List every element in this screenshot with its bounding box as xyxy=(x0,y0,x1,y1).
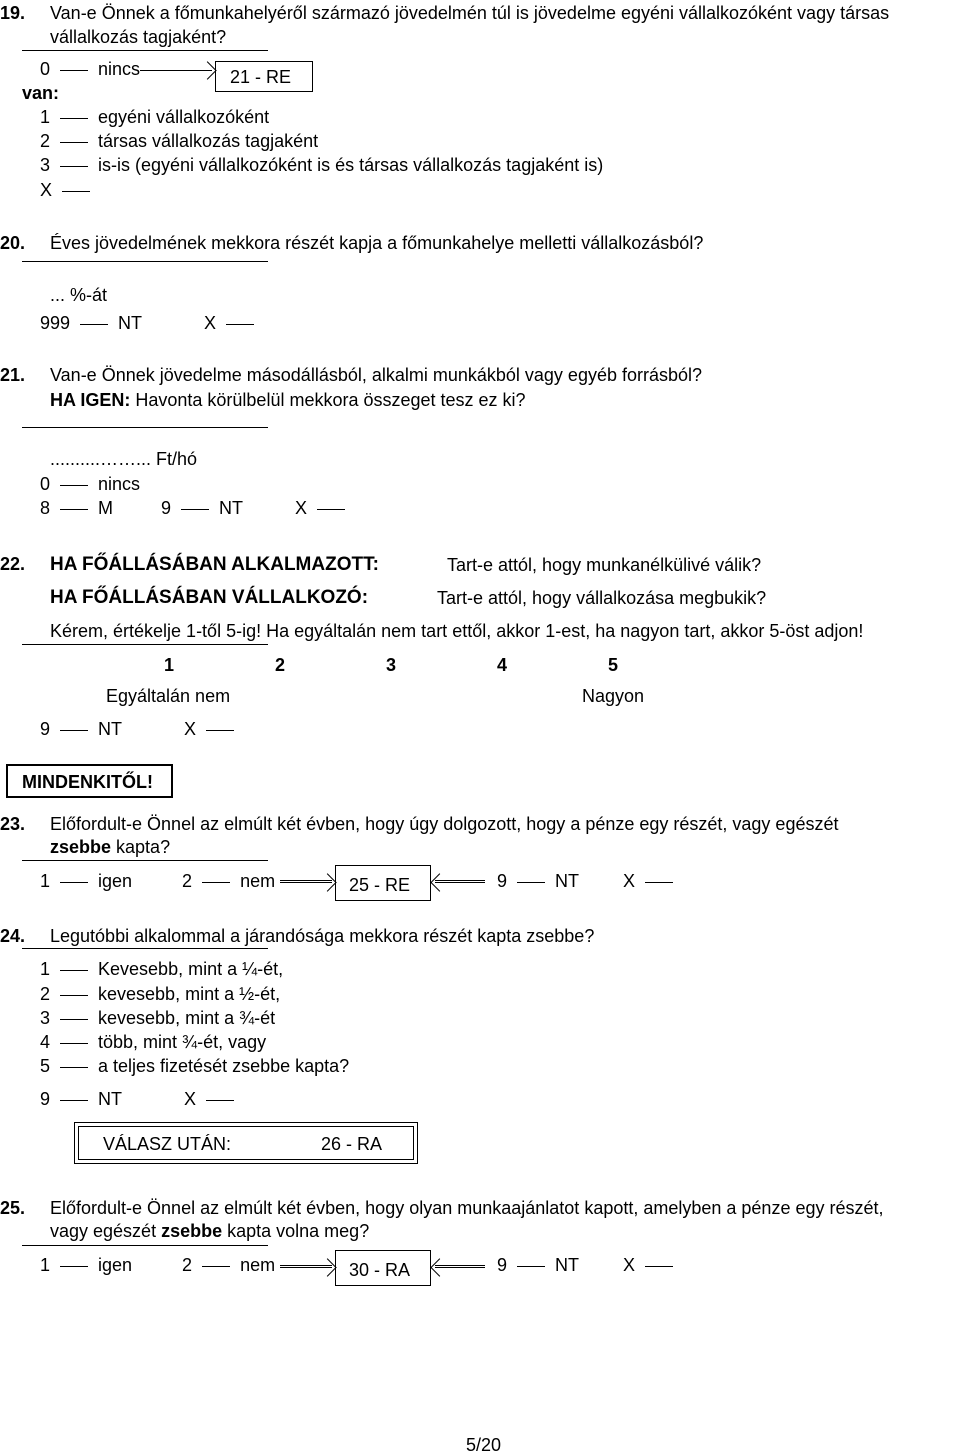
q25-question-line2: vagy egészét zsebbe kapta volna meg? xyxy=(50,1221,370,1241)
divider xyxy=(22,1245,268,1246)
skip-arrow-icon xyxy=(140,70,212,71)
q22-scale-high-label: Nagyon xyxy=(582,686,645,706)
skip-arrow-back-icon xyxy=(435,1265,485,1268)
q21-codes: 8 M 9 NT X xyxy=(40,497,355,519)
q24-option-4: 4 több, mint ¾-ét, vagy xyxy=(40,1032,267,1052)
q20-codes: 999 NT X xyxy=(40,312,264,334)
q22-question-entrepreneur: Tart-e attól, hogy vállalkozása megbukik? xyxy=(437,588,767,608)
q19-option-0: 0 nincs xyxy=(40,59,141,79)
q25-question-line1: Előfordult-e Önnel az elmúlt két évben, hogy olyan munkaajánlatot kapott, amelyben a pénze egy részét, xyxy=(50,1198,884,1218)
q25-skip-box xyxy=(335,1250,431,1286)
q23-number: 23. xyxy=(0,814,26,834)
q23-question-line2: zsebbe kapta? xyxy=(50,837,171,857)
q24-option-3: 3 kevesebb, mint a ¾-ét xyxy=(40,1008,276,1028)
q24-number: 24. xyxy=(0,926,26,946)
q22-codes: 9 NT X xyxy=(40,718,244,740)
q22-scale-1[interactable]: 1 xyxy=(164,655,175,675)
q20-question: Éves jövedelmének mekkora részét kapja a főmunkahelye melletti vállalkozásból? xyxy=(50,233,704,253)
q19-option-2: 2 társas vállalkozás tagjaként xyxy=(40,131,319,151)
q21-followup: HA IGEN: Havonta körülbelül mekkora összeget tesz ez ki? xyxy=(50,390,526,410)
q21-question: Van-e Önnek jövedelme másodállásból, alkalmi munkákból vagy egyéb forrásból? xyxy=(50,365,703,385)
q24-option-2: 2 kevesebb, mint a ½-ét, xyxy=(40,984,281,1004)
q19-option-3: 3 is-is (egyéni vállalkozóként is és társas vállalkozás tagjaként is) xyxy=(40,155,604,175)
q22-scale-4[interactable]: 4 xyxy=(497,655,508,675)
q23-question-line1: Előfordult-e Önnel az elmúlt két évben, hogy úgy dolgozott, hogy a pénze egy részét, vagy egészét xyxy=(50,814,839,834)
q19-option-1: 1 egyéni vállalkozóként xyxy=(40,107,270,127)
q25-options: 1 igen 2 nem xyxy=(40,1255,276,1275)
q19-number: 19. xyxy=(0,3,26,23)
divider xyxy=(22,261,268,262)
q22-heading-entrepreneur: HA FŐÁLLÁSÁBAN VÁLLALKOZÓ: xyxy=(50,587,369,608)
q22-number: 22. xyxy=(0,554,26,574)
q21-number: 21. xyxy=(0,365,26,385)
q24-option-1: 1 Kevesebb, mint a ¼-ét, xyxy=(40,959,284,979)
q24-after-label: VÁLASZ UTÁN: xyxy=(103,1134,232,1154)
q24-question: Legutóbbi alkalommal a járandósága mekkora részét kapta zsebbe? xyxy=(50,926,595,946)
skip-arrow-icon xyxy=(280,1265,332,1268)
q19-question-line2: vállalkozás tagjaként? xyxy=(50,27,227,47)
q22-question-employee: Tart-e attól, hogy munkanélkülivé válik? xyxy=(447,555,762,575)
q24-after-target: 26 - RA xyxy=(321,1134,383,1154)
q22-scale-5[interactable]: 5 xyxy=(608,655,619,675)
q25-number: 25. xyxy=(0,1198,26,1218)
q20-answer-field[interactable]: ... %-át xyxy=(50,285,108,305)
q20-number: 20. xyxy=(0,233,26,253)
divider xyxy=(22,50,268,51)
skip-arrow-icon xyxy=(280,880,332,883)
q19-skip-box xyxy=(215,61,313,92)
q23-options: 1 igen 2 nem xyxy=(40,871,276,891)
everyone-box xyxy=(6,764,173,798)
divider xyxy=(22,644,268,645)
page-number: 5/20 xyxy=(466,1435,502,1455)
skip-arrow-back-icon xyxy=(435,880,485,883)
q23-skip-label: 25 - RE xyxy=(349,875,411,895)
divider xyxy=(22,427,268,428)
divider xyxy=(22,948,268,949)
everyone-label: MINDENKITŐL! xyxy=(22,772,153,792)
q19-skip-label: 21 - RE xyxy=(230,67,292,87)
q22-instruction: Kérem, értékelje 1-től 5-ig! Ha egyáltalán nem tart ettől, akkor 1-est, ha nagyon tart, akkor 5-öst adjon! xyxy=(50,621,864,641)
q19-question-line1: Van-e Önnek a főmunkahelyéről származó jövedelmén túl is jövedelme egyéni vállalkozóként vagy társas xyxy=(50,3,890,23)
q19-van-label: van: xyxy=(22,83,60,103)
q25-codes: 9 NT X xyxy=(497,1254,683,1276)
q25-skip-label: 30 - RA xyxy=(349,1260,411,1280)
q22-scale-2[interactable]: 2 xyxy=(275,655,286,675)
q19-option-x: X xyxy=(40,179,100,201)
q22-heading-employee: HA FŐÁLLÁSÁBAN ALKALMAZOTT: xyxy=(50,554,379,575)
q22-scale-3[interactable]: 3 xyxy=(386,655,397,675)
q24-option-5: 5 a teljes fizetését zsebbe kapta? xyxy=(40,1056,350,1076)
q24-after-box xyxy=(74,1122,418,1164)
q21-option-0: 0 nincs xyxy=(40,474,141,494)
q21-answer-field[interactable]: ..........……... Ft/hó xyxy=(50,449,198,469)
q22-scale-low-label: Egyáltalán nem xyxy=(106,686,231,706)
q24-codes: 9 NT X xyxy=(40,1088,244,1110)
divider xyxy=(22,860,268,861)
q23-codes: 9 NT X xyxy=(497,870,683,892)
q23-skip-box xyxy=(335,865,431,901)
